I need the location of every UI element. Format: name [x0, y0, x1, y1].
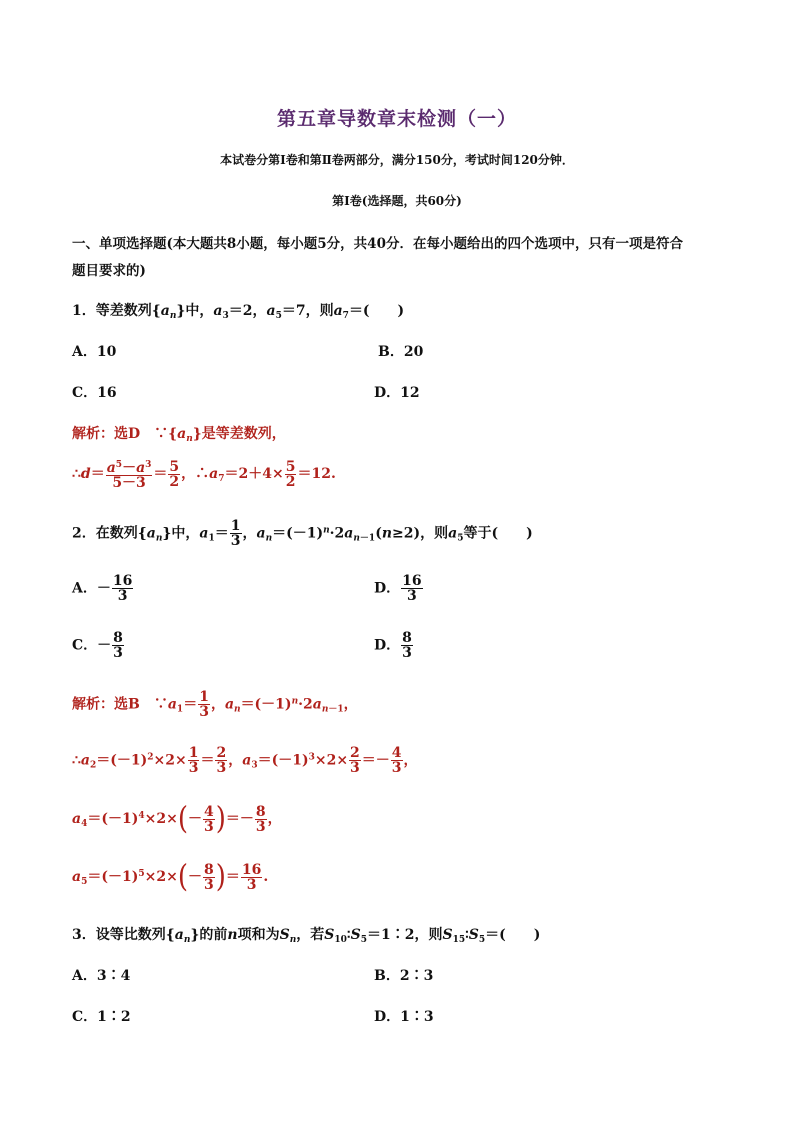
question-2-option-b[interactable]: D． $\frac{16}{3}$ [374, 573, 422, 604]
question-3-option-a[interactable]: A．3∶4 [72, 968, 131, 984]
question-1-option-a[interactable]: A．10 [72, 344, 117, 360]
part-heading-line1: 一、单项选择题(本大题共8小题，每小题5分，共40分．在每小题给出的四个选项中，只有一项是符合 [72, 236, 683, 252]
question-3-option-d[interactable]: D．1∶3 [374, 1009, 434, 1025]
question-1-option-d[interactable]: D．12 [374, 385, 420, 401]
exam-instructions: 本试卷分第Ⅰ卷和第Ⅱ卷两部分，满分150分，考试时间120分钟． [220, 153, 574, 167]
question-2-option-d[interactable]: D． $\frac{8}{3}$ [374, 630, 412, 661]
question-2-solution-line3: $a_4=(-1)^4\times 2\times(-$ $\frac{4}{3}$ )＝－ $\frac{8}{3}$ ， [72, 801, 282, 837]
question-1-solution-line2: ∴d＝ $\frac{a^5-a^3}{5-3}$ ＝ $\frac{5}{2}$ ，$\therefore a_7=2+4\times$ $\frac{5}{2}$ ＝12. [72, 458, 336, 491]
section-heading: 第Ⅰ卷(选择题，共60分) [332, 194, 462, 208]
part-heading-line2: 题目要求的) [72, 263, 146, 279]
question-2-solution-line4: $a_5=(-1)^5\times 2\times(-$ $\frac{8}{3}$ )＝ $\frac{16}{3}$ . [72, 859, 269, 895]
question-3-stem: 3．设等比数列$\{a_n\}$的前n项和为$S_n$，若$S_{10}∶S_5=1∶2$，则$S_{15}∶S_5=$( ) [72, 927, 541, 945]
question-2-option-a[interactable]: A．－ $\frac{16}{3}$ [72, 573, 133, 604]
question-2-solution-line1: 解析：选B $\because a_1=$ $\frac{1}{3}$ ，$a_n=(-1)^n\cdot 2a_{n-1}$， [72, 689, 358, 720]
question-3-option-c[interactable]: C．1∶2 [72, 1009, 131, 1025]
question-1-solution-line1: 解析：选D $\because\{a_n\}$是等差数列， [72, 426, 286, 444]
question-1-option-c[interactable]: C．16 [72, 385, 117, 401]
question-2-option-c[interactable]: C．－ $\frac{8}{3}$ [72, 630, 123, 661]
document-title: 第五章导数章末检测（一） [276, 108, 517, 130]
question-1-stem: 1．等差数列$\{a_n\}$中，$a_3=2$，$a_5=7$，则$a_7=$( ) [72, 303, 405, 321]
question-1-option-b[interactable]: B．20 [378, 344, 424, 360]
question-2-stem: 2．在数列$\{a_n\}$中，$a_1=$ $\frac{1}{3}$ ，$a_n=(-1)^n\cdot 2a_{n-1}(n\ge 2)$，则$a_5$等于( ) [72, 518, 533, 549]
question-3-option-b[interactable]: B．2∶3 [374, 968, 434, 984]
question-2-solution-line2: $\therefore a_2=(-1)^2\times 2\times$ $\frac{1}{3}$ ＝ $\frac{2}{3}$ ，$a_3=(-1)^3\times 2\times$ $\frac{2}{3}$ ＝－ $\frac{4}{3}$ ， [72, 745, 418, 776]
